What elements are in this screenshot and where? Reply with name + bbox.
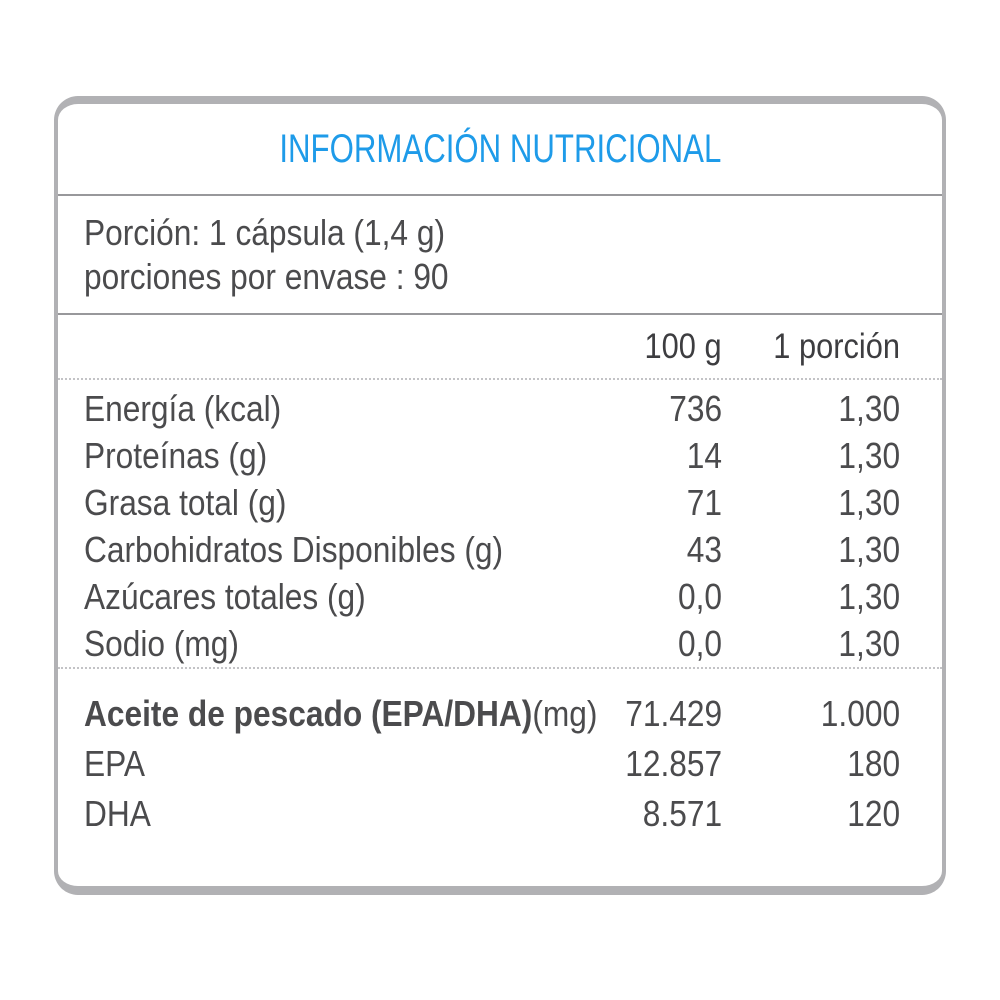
value-per-100g: 0,0 bbox=[677, 575, 722, 617]
nutrient-name: Grasa total (g) bbox=[84, 481, 287, 523]
serving-section bbox=[58, 196, 942, 313]
serving-size-text: Porción: 1 cápsula (1,4 g) bbox=[84, 212, 446, 253]
servings-per-container-text: porciones por envase : 90 bbox=[84, 256, 449, 297]
value-per-100g: 71 bbox=[686, 481, 722, 523]
nutrient-name: EPA bbox=[84, 743, 146, 784]
column-header-section bbox=[58, 315, 942, 378]
supplement-rows-section bbox=[58, 669, 942, 839]
value-per-porcion: 1,30 bbox=[838, 575, 900, 617]
title-section bbox=[58, 104, 942, 194]
value-per-porcion: 1,30 bbox=[838, 387, 900, 429]
nutrient-row bbox=[58, 526, 942, 573]
label-title: INFORMACIÓN NUTRICIONAL bbox=[278, 126, 722, 171]
value-per-porcion: 1,30 bbox=[838, 481, 900, 523]
nutrient-row bbox=[58, 689, 942, 739]
nutrient-row bbox=[58, 385, 942, 432]
nutrient-name: Aceite de pescado (EPA/DHA)(mg) bbox=[84, 693, 598, 734]
value-per-100g: 0,0 bbox=[677, 622, 722, 664]
value-per-porcion: 180 bbox=[847, 743, 900, 784]
value-per-100g: 43 bbox=[686, 528, 722, 570]
nutrient-name: Proteínas (g) bbox=[84, 434, 268, 476]
column-header-row bbox=[58, 327, 942, 367]
value-per-100g: 8.571 bbox=[642, 793, 722, 834]
column-header-100g: 100 g bbox=[644, 326, 722, 366]
value-per-100g: 736 bbox=[669, 387, 722, 429]
nutrient-name: Carbohidratos Disponibles (g) bbox=[84, 528, 504, 570]
nutrient-rows-section bbox=[58, 380, 942, 667]
value-per-porcion: 1,30 bbox=[838, 528, 900, 570]
value-per-porcion: 1.000 bbox=[820, 693, 900, 734]
nutrient-row bbox=[58, 432, 942, 479]
nutrient-name: Sodio (mg) bbox=[84, 622, 239, 664]
nutrient-row bbox=[58, 573, 942, 620]
serving-size-line bbox=[84, 211, 916, 255]
value-per-100g: 71.429 bbox=[625, 693, 722, 734]
value-per-100g: 12.857 bbox=[625, 743, 722, 784]
value-per-porcion: 120 bbox=[847, 793, 900, 834]
column-header-porcion: 1 porción bbox=[773, 326, 900, 366]
nutrition-facts-label bbox=[54, 96, 946, 895]
servings-per-container-line bbox=[84, 255, 916, 299]
nutrient-name: DHA bbox=[84, 793, 151, 834]
nutrient-row bbox=[58, 479, 942, 526]
nutrient-row bbox=[58, 739, 942, 789]
nutrient-row bbox=[58, 789, 942, 839]
value-per-100g: 14 bbox=[686, 434, 722, 476]
nutrient-row bbox=[58, 620, 942, 667]
nutrient-name: Azúcares totales (g) bbox=[84, 575, 366, 617]
nutrient-name: Energía (kcal) bbox=[84, 387, 282, 429]
value-per-porcion: 1,30 bbox=[838, 434, 900, 476]
value-per-porcion: 1,30 bbox=[838, 622, 900, 664]
